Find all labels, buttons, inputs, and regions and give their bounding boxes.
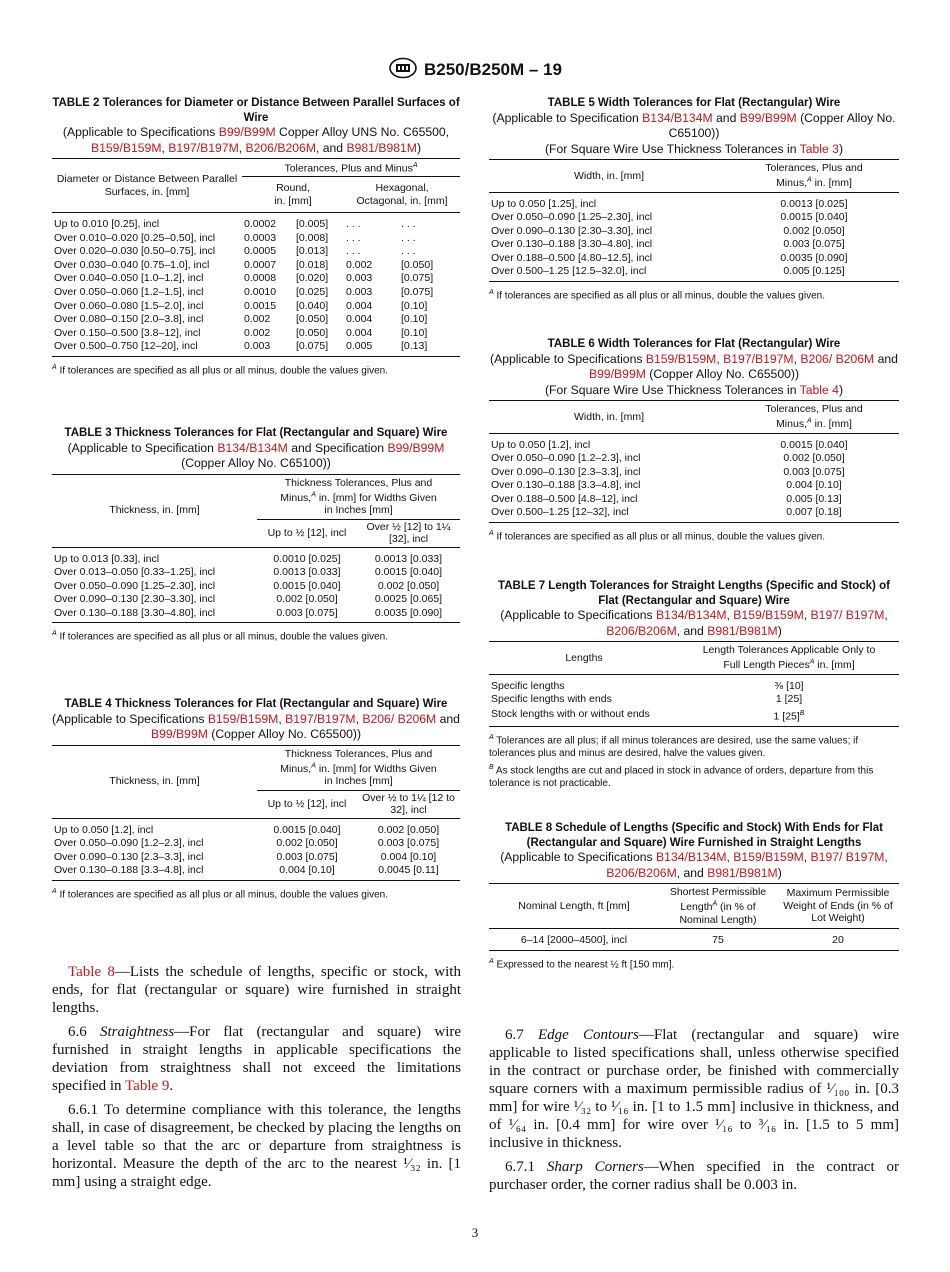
column-header: Width, in. [mm] [489, 160, 729, 193]
table-row [52, 327, 460, 341]
data-table [489, 883, 899, 951]
table-cell: 0.0035 [0.090] [780, 251, 848, 264]
table-cell: 0.004 [0.10] [380, 850, 437, 863]
table-row [52, 300, 460, 314]
spec-link[interactable]: B159/B159M [91, 140, 162, 155]
table-cell: [0.025] [296, 285, 329, 298]
table-cell: 0.004 [0.10] [786, 479, 842, 492]
table-cell: Over 0.188–0.500 [4.80–12.5], incl [491, 251, 653, 264]
table-cell: 0.003 [0.075] [783, 238, 845, 251]
table-cell: 0.005 [0.13] [786, 492, 842, 505]
table-cell: 0.0013 [0.033] [374, 552, 443, 565]
table-cell: 0.003 [0.075] [257, 607, 357, 623]
spec-link[interactable]: B197/B197M [723, 351, 794, 366]
table-subtitle: (Applicable to Specification B134/B134M and Specification B99/B99M (Copper Alloy No. C65100)) [67, 440, 445, 470]
table-cell: Over 0.150–0.500 [3.8–12], incl [54, 326, 201, 339]
table-3 [52, 426, 460, 644]
table-cell: Over 0.090–0.130 [2.30–3.30], incl [491, 224, 653, 237]
right-body-text [489, 1026, 899, 1200]
paragraph: 6.6.1 To determine compliance with this tolerance, the lengths shall, in case of disagreement, be checked by placing the lengths on a level table so that the arc or departure from straightness is horizontal. Measure the depth of the arc to the nearest ¹⁄₃₂ in. [1 mm] using a straight edge. [52, 1102, 461, 1190]
table-row [489, 225, 899, 239]
table-subtitle: (Applicable to Specification B134/B134M and B99/B99M (Copper Alloy No. C65100)) (For Square Wire Use Thickness Tolerances in Table 3) [492, 110, 896, 156]
table-cell: 0.003 [346, 272, 373, 285]
table-cell: 1 [25] [775, 693, 803, 706]
table-cell: Over 0.500–0.750 [12–20], incl [52, 340, 242, 356]
table-cell: Over 0.500–1.25 [12–32], incl [489, 506, 729, 522]
table-cell: [0.020] [296, 272, 329, 285]
column-header: Lengths [489, 642, 679, 675]
data-table [52, 158, 460, 357]
astm-logo-icon [388, 57, 418, 79]
paragraph: 6.6 Straightness—For flat (rectangular and square) wire furnished in straight lengths in applicable specifications the deviation from straightness shall not exceed the limitations specified in Table 9. [52, 1024, 462, 1094]
spec-link[interactable]: B206/B206M [245, 140, 316, 155]
table-cell: 0.0025 [0.065] [374, 593, 443, 606]
table-link[interactable]: Table 3 [799, 141, 839, 156]
table-cell: 0.002 [0.050] [276, 593, 338, 606]
table-cell: 1 $[25]^B$ [679, 707, 899, 727]
table-cell: [0.075] [401, 285, 434, 298]
table-cell: 0.0010 [244, 285, 277, 298]
spec-link[interactable]: B159/B159M [207, 711, 279, 726]
spec-link[interactable]: B197/ B197M [810, 608, 885, 622]
table-row [52, 259, 460, 273]
table-title: TABLE 4 Thickness Tolerances for Flat (Rectangular and Square) Wire [64, 698, 448, 710]
table-row [489, 479, 899, 493]
table-cell: . . . [346, 231, 361, 244]
column-header: Width, in. [mm] [489, 401, 729, 434]
column-header: Nominal Length, ft [mm] [489, 884, 659, 929]
spec-link[interactable]: B159/B159M [733, 850, 804, 864]
table-footnote: $^A$ Expressed to the nearest ½ ft [150 mm]. [489, 957, 675, 970]
table-row [489, 693, 899, 707]
table-row [489, 192, 899, 211]
table-link[interactable]: Table 4 [799, 382, 839, 397]
table-row [489, 211, 899, 225]
table-cell: Stock lengths with or without ends [489, 707, 679, 727]
table-cell: 0.002 [0.050] [783, 224, 845, 237]
table-row [52, 837, 460, 851]
table-cell: Specific lengths [491, 679, 565, 692]
column-header: Length Tolerances Applicable Only to Full Length Pieces$^A$ in. [mm] [679, 642, 899, 675]
table-row [52, 340, 460, 356]
data-table [489, 400, 899, 523]
table-row [52, 286, 460, 300]
spec-link[interactable]: B197/ B197M [810, 850, 885, 864]
spec-link[interactable]: B134/B134M [642, 110, 713, 125]
table-cell: 0.0015 [0.040] [374, 566, 443, 579]
table-4 [52, 697, 460, 901]
table-cell: Over 0.130–0.188 [3.3–4.8], incl [52, 864, 257, 880]
table-row [489, 929, 899, 951]
data-table [489, 641, 899, 727]
table-cell: Over 0.130–0.188 [3.30–4.80], incl [491, 238, 653, 251]
paragraph: Table 8—Lists the schedule of lengths, specific or stock, with ends, for flat (rectangular or square) wire furnished in straight lengths. [52, 964, 461, 1016]
table-cell: 0.007 [0.18] [729, 506, 899, 522]
table-row [489, 238, 899, 252]
table-cell: 0.003 [0.075] [377, 837, 440, 850]
table-subtitle: (Applicable to Specifications B134/B134M, B159/B159M, B197/ B197M, B206/B206M, and B981/B981M) [500, 608, 888, 638]
table-row [52, 547, 460, 566]
table-cell: 0.003 [0.075] [276, 850, 338, 863]
table-cell: Up to 0.050 [1.2], incl [54, 823, 154, 836]
table-cell: ⅜ [10] [774, 679, 804, 692]
table-cell: 0.0002 [244, 218, 277, 230]
table-cell: 0.0010 [0.025] [273, 552, 341, 565]
table-cell: Up to 0.013 [0.33], incl [54, 552, 160, 565]
table-cell: 0.004 [346, 313, 373, 326]
table-cell: [0.008] [296, 231, 329, 244]
table-title: TABLE 3 Thickness Tolerances for Flat (Rectangular and Square) Wire [64, 427, 448, 439]
table-cell: Over 0.050–0.090 [1.25–2.30], incl [491, 211, 653, 224]
spec-link[interactable]: B206/B206M [606, 623, 677, 638]
table-cell: Over 0.050–0.090 [1.2–2.3], incl [491, 452, 641, 465]
data-table [52, 474, 460, 624]
spec-link[interactable]: B206/B206M [606, 865, 677, 880]
table-footnote: $^A$ If tolerances are specified as all plus or all minus, double the values given. [489, 289, 825, 302]
table-cell: Over 0.010–0.020 [0.25–0.50], incl [54, 231, 216, 244]
table-cell: 0.002 [244, 313, 271, 326]
column-header: Shortest Permissible Length$^A$ (in % of Nominal Length) [659, 884, 777, 929]
table-cell: [0.13] [399, 340, 460, 356]
table-cell: 0.003 [242, 340, 294, 356]
table-cell: Over 0.130–0.188 [3.30–4.80], incl [52, 607, 257, 623]
table-row [489, 466, 899, 480]
table-cell: Over 0.500–1.25 [12.5–32.0], incl [489, 265, 729, 281]
table-cell: [0.050] [296, 313, 329, 326]
table-cell: 0.002 [0.050] [276, 837, 338, 850]
table-cell: . . . [401, 218, 416, 230]
table-cell: 0.003 [346, 285, 373, 298]
data-table [52, 745, 460, 881]
page-header [0, 57, 950, 80]
paragraph: 6.7 Edge Contours—Flat (rectangular and square) wire applicable to listed specifications shall, unless otherwise specified in the contract or purchase order, be finished with commercially square corners with a maximum permissible radius of ¹⁄₁₀₀ in. [0.3 mm] for wire ¹⁄₃₂ to ¹⁄₁₆ in. [1 to 1.5 mm] inclusive in thickness, and of ¹⁄₆₄ in. [0.4 mm] for wire over ¹⁄₁₆ to ³⁄₁₆ in. [1.5 to 5 mm] inclusive in thickness. [489, 1027, 900, 1151]
table-cell: . . . [401, 245, 416, 258]
spec-link[interactable]: B134/B134M [656, 850, 727, 864]
table-cell: Over 0.080–0.150 [2.0–3.8], incl [54, 313, 204, 326]
table-cell: 0.002 [0.050] [377, 579, 440, 592]
table-row [52, 232, 460, 246]
column-header: Up to ½ [12], incl [257, 790, 357, 818]
table-subtitle: (Applicable to Specifications B134/B134M, B159/B159M, B197/ B197M, B206/B206M, and B981/B981M) [500, 850, 888, 880]
column-header: Tolerances, Plus and Minus,$^A$ in. [mm] [729, 160, 899, 193]
spec-link[interactable]: B206/ B206M [800, 351, 875, 366]
column-header: Up to ½ [12], incl [257, 519, 357, 547]
table-row [52, 580, 460, 594]
table-cell: [0.075] [294, 340, 344, 356]
table-row [489, 674, 899, 693]
spec-link[interactable]: B134/B134M [217, 440, 288, 455]
table-cell: 0.0045 [0.11] [357, 864, 460, 880]
table-row [52, 566, 460, 580]
table-cell: Specific lengths with ends [491, 693, 612, 706]
table-5 [489, 96, 899, 302]
table-cell: 0.002 [0.050] [783, 452, 845, 465]
table-2 [52, 96, 460, 377]
table-cell: 20 [777, 929, 899, 951]
table-title: TABLE 6 Width Tolerances for Flat (Rectangular) Wire [547, 338, 841, 350]
table-row [52, 851, 460, 865]
page-number: 3 [471, 1225, 479, 1240]
table-cell: [0.050] [296, 326, 329, 339]
table-cell: Over 0.090–0.130 [2.3–3.3], incl [491, 465, 641, 478]
column-header: Thickness Tolerances, Plus and Minus,$^A$ in. [mm] for Widths Given in Inches [mm] [257, 745, 460, 790]
table-cell: 0.0015 [0.040] [273, 579, 341, 592]
table-row [489, 452, 899, 466]
paragraph: 6.7.1 Sharp Corners—When specified in the contract or purchaser order, the corner radius shall be 0.003 in. [489, 1159, 899, 1193]
table-cell: 0.005 [0.125] [729, 265, 899, 281]
table-cell: 0.0035 [0.090] [357, 607, 460, 623]
table-footnote: $^A$ If tolerances are specified as all plus or all minus, double the values given. [52, 630, 388, 643]
table-row [489, 265, 899, 281]
spec-link[interactable]: B134/B134M [656, 608, 727, 622]
table-row [52, 864, 460, 880]
spec-link[interactable]: B981/B981M [707, 865, 778, 880]
table-6 [489, 337, 899, 543]
table-cell: Over 0.040–0.050 [1.0–1.2], incl [54, 272, 204, 285]
column-header: Thickness Tolerances, Plus and Minus,$^A$ in. [mm] for Widths Given in Inches [mm] [257, 474, 460, 519]
table-cell: 0.004 [346, 299, 373, 312]
spec-link[interactable]: B159/B159M [645, 351, 717, 366]
table-cell: Up to 0.010 [0.25], incl [54, 218, 160, 230]
table-cell: Up to 0.050 [1.25], incl [491, 197, 597, 210]
table-row [52, 607, 460, 623]
spec-link[interactable]: B197/B197M [168, 140, 239, 155]
table-row [489, 252, 899, 266]
table-row [52, 593, 460, 607]
spec-link[interactable]: B99/B99M [739, 110, 797, 125]
table-footnote: $^A$ If tolerances are specified as all plus or all minus, double the values given. [52, 363, 388, 377]
table-cell: 0.005 [344, 340, 399, 356]
table-link[interactable]: Table 8 [68, 964, 115, 980]
table-title: TABLE 7 Length Tolerances for Straight Lengths (Specific and Stock) of Flat (Rectangular and Square) Wire [498, 580, 890, 607]
table-7 [489, 579, 899, 790]
column-header: Maximum Permissible Weight of Ends (in % of Lot Weight) [777, 884, 899, 929]
table-cell: 0.002 [244, 326, 271, 339]
table-footnote: $^A$ If tolerances are specified as all plus or all minus, double the values given. [489, 530, 825, 543]
table-cell: Over 0.188–0.500 [4.8–12], incl [491, 492, 638, 505]
standard-designation: B250/B250M – 19 [424, 60, 562, 79]
table-cell: [0.10] [401, 299, 428, 312]
table-row [489, 707, 899, 727]
spec-link[interactable]: B99/B99M [387, 440, 445, 455]
column-header: Diameter or Distance Between Parallel Surfaces, in. [mm] [52, 159, 242, 213]
table-cell: [0.005] [296, 218, 329, 230]
column-header: Thickness, in. [mm] [52, 474, 257, 547]
table-footnote: $^A$ If tolerances are specified as all plus or all minus, double the values given. [52, 887, 388, 901]
table-cell: [0.040] [296, 299, 329, 312]
table-cell: 0.0015 [0.040] [273, 823, 341, 836]
table-cell: 0.002 [0.050] [377, 823, 440, 836]
spec-link[interactable]: B981/B981M [346, 140, 417, 155]
table-cell: Over 0.090–0.130 [2.30–3.30], incl [54, 593, 216, 606]
table-cell: [0.075] [401, 272, 434, 285]
spec-link[interactable]: B206/ B206M [362, 711, 437, 726]
table-cell: 0.004 [0.10] [257, 864, 357, 880]
table-row [52, 272, 460, 286]
table-cell: Over 0.020–0.030 [0.50–0.75], incl [54, 245, 216, 258]
table-cell: [0.018] [296, 258, 329, 271]
table-cell: 0.002 [346, 258, 373, 271]
spec-link[interactable]: B99/B99M [218, 125, 276, 139]
table-cell: . . . [346, 218, 361, 230]
table-cell: 0.0015 [244, 299, 277, 312]
table-cell: Over 0.060–0.080 [1.5–2.0], incl [54, 299, 204, 312]
table-cell: Over 0.090–0.130 [2.3–3.3], incl [54, 850, 204, 863]
table-cell: 0.0013 [0.025] [780, 197, 848, 210]
table-cell: 0.0015 [0.040] [780, 438, 848, 451]
column-header: Tolerances, Plus and Minus$^A$ [242, 159, 460, 177]
spec-link[interactable]: B981/B981M [707, 623, 778, 638]
spec-link[interactable]: B197/B197M [285, 711, 356, 726]
table-title: TABLE 8 Schedule of Lengths (Specific and Stock) With Ends for Flat (Rectangular and Square) Wire Furnished in Straight Lengths [505, 822, 883, 849]
table-cell: 0.0005 [244, 245, 277, 258]
table-cell: [0.10] [401, 326, 428, 339]
table-footnote: $^B$ As stock lengths are cut and placed in stock in advance of orders, departure from this tolerance is not practicable. [489, 764, 874, 790]
spec-link[interactable]: B99/B99M [150, 727, 208, 741]
table-cell: 0.004 [346, 326, 373, 339]
table-8 [489, 821, 899, 971]
table-cell: 0.0008 [244, 272, 277, 285]
spec-link[interactable]: B159/B159M [733, 608, 804, 622]
table-row [52, 313, 460, 327]
table-subtitle: (Applicable to Specifications B159/B159M, B197/B197M, B206/ B206M and B99/B99M (Copper Alloy No. C65500)) [52, 711, 460, 741]
table-row [489, 493, 899, 507]
column-header: Thickness, in. [mm] [52, 745, 257, 818]
table-subtitle: (Applicable to Specifications B99/B99M Copper Alloy UNS No. C65500, B159/B159M, B197/B197M, B206/B206M, and B981/B981M) [62, 125, 450, 155]
column-header: Over ½ [12] to 1¼ [32], incl [357, 519, 460, 547]
table-cell: [0.10] [401, 313, 428, 326]
table-footnote: $^A$ Tolerances are all plus; if all minus tolerances are desired, use the same values; if tolerances plus and minus are desired, halve the values given. [489, 733, 859, 760]
table-title: TABLE 2 Tolerances for Diameter or Distance Between Parallel Surfaces of Wire [52, 97, 460, 124]
column-header: Over ½ to 1¼ [12 to 32], incl [357, 790, 460, 818]
table-cell: Over 0.050–0.090 [1.25–2.30], incl [54, 579, 216, 592]
column-header: Tolerances, Plus and Minus,$^A$ in. [mm] [729, 401, 899, 434]
left-body-text [52, 963, 461, 1197]
spec-link[interactable]: B99/B99M [588, 367, 646, 381]
table-cell: 0.003 [0.075] [783, 465, 845, 478]
table-cell: [0.013] [296, 245, 329, 258]
table-cell: Over 0.050–0.090 [1.2–2.3], incl [54, 837, 204, 850]
table-cell: Up to 0.050 [1.2], incl [491, 438, 591, 451]
table-cell: 0.0003 [244, 231, 277, 244]
table-row [52, 245, 460, 259]
table-subtitle: (Applicable to Specifications B159/B159M, B197/B197M, B206/ B206M and B99/B99M (Copper Alloy No. C65500)) (For Square Wire Use Thickness Tolerances in Table 4) [490, 351, 898, 397]
table-cell: 75 [659, 929, 777, 951]
table-cell: 6–14 [2000–4500], incl [489, 929, 659, 951]
table-cell: . . . [346, 245, 361, 258]
table-row [489, 433, 899, 452]
table-cell: Over 0.030–0.040 [0.75–1.0], incl [54, 258, 210, 271]
table-cell: Over 0.050–0.060 [1.2–1.5], incl [54, 285, 204, 298]
data-table [489, 159, 899, 282]
table-cell: [0.050] [401, 258, 434, 271]
table-cell: Over 0.013–0.050 [0.33–1.25], incl [54, 566, 216, 579]
table-cell: . . . [401, 231, 416, 244]
column-header: Round, in. [mm] [242, 177, 344, 213]
table-row [52, 213, 460, 232]
table-cell: 0.0007 [244, 258, 277, 271]
table-cell: 0.0013 [0.033] [273, 566, 341, 579]
table-title: TABLE 5 Width Tolerances for Flat (Rectangular) Wire [547, 97, 841, 109]
table-row [52, 818, 460, 837]
table-row [489, 506, 899, 522]
column-header: Hexagonal, Octagonal, in. [mm] [344, 177, 460, 213]
table-link[interactable]: Table 9 [125, 1078, 170, 1094]
table-cell: 0.0015 [0.040] [780, 211, 848, 224]
table-cell: Over 0.130–0.188 [3.3–4.8], incl [491, 479, 641, 492]
